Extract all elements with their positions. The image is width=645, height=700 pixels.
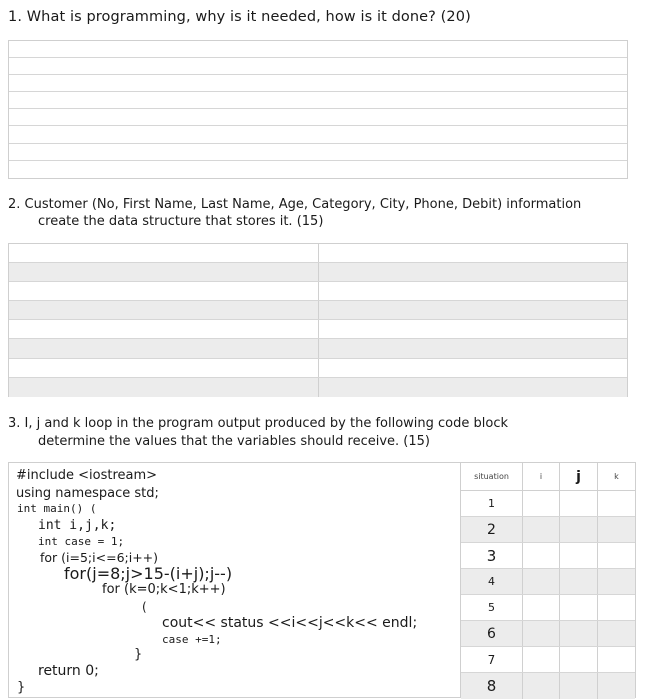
table-row [461,569,635,595]
table-row [461,491,635,517]
situation-number: 3 [461,543,523,568]
k-cell[interactable] [598,569,635,594]
table-row [461,647,635,673]
j-cell[interactable] [560,595,598,620]
answer-line [9,109,627,126]
i-cell[interactable] [523,647,560,672]
question-1-answer-lines[interactable] [8,40,628,179]
situation-number: 1 [461,491,523,516]
code-line: cout<< status <<i<<j<<k<< endl; [162,615,418,631]
k-cell[interactable] [598,673,635,699]
k-cell[interactable] [598,595,635,620]
column-header-k: k [614,472,619,481]
question-2-line-1: 2. Customer (No, First Name, Last Name, Age, Category, City, Phone, Debit) information [8,197,582,212]
code-line: for(j=8;j>15-(i+j);j--) [64,564,233,583]
j-cell[interactable] [560,647,598,672]
j-cell[interactable] [560,673,598,699]
j-cell[interactable] [560,491,598,516]
k-cell[interactable] [598,491,635,516]
answer-line [9,75,627,92]
answer-line [9,92,627,109]
question-1-title: 1. What is programming, why is it needed, how is it done? (20) [8,9,471,25]
table-header-row [461,463,635,491]
code-line: case +=1; [162,633,222,646]
table-row [461,595,635,621]
situation-number: 7 [461,647,523,672]
answer-line [9,41,627,58]
i-cell[interactable] [523,621,560,646]
grid-row [9,359,627,378]
k-cell[interactable] [598,647,635,672]
question-3-line-1: 3. I, j and k loop in the program output produced by the following code block [8,416,508,431]
code-line: #include <iostream> [16,468,158,483]
i-cell[interactable] [523,517,560,542]
answer-line [9,126,627,143]
situation-number: 4 [461,569,523,594]
grid-row [9,339,627,358]
code-line: using namespace std; [16,486,159,501]
column-header-i: i [523,463,560,490]
i-cell[interactable] [523,491,560,516]
code-line: return 0; [38,663,99,679]
i-cell[interactable] [523,673,560,699]
i-cell[interactable] [523,569,560,594]
answer-line [9,144,627,161]
code-line: int case = 1; [38,535,125,548]
grid-row [9,378,627,397]
i-cell[interactable] [523,595,560,620]
answer-line [9,161,627,178]
grid-row [9,320,627,339]
column-header-situation: situation [461,463,523,490]
code-line: } [134,647,143,662]
table-row [461,543,635,569]
question-2-line-2: create the data structure that stores it. (15) [38,214,324,229]
question-3-line-2: determine the values that the variables should receive. (15) [38,434,430,449]
table-row [461,517,635,543]
grid-row [9,263,627,282]
j-cell[interactable] [560,517,598,542]
j-cell[interactable] [560,543,598,568]
table-row [461,673,635,699]
grid-row [9,301,627,320]
k-cell[interactable] [598,543,635,568]
grid-row [9,244,627,263]
question-2-answer-grid[interactable] [8,243,628,397]
situation-number: 2 [461,517,523,542]
j-cell[interactable] [560,569,598,594]
k-cell[interactable] [598,517,635,542]
i-cell[interactable] [523,543,560,568]
situation-number: 5 [461,595,523,620]
k-cell[interactable] [598,621,635,646]
table-row [461,621,635,647]
code-line: } [17,680,26,695]
situation-number: 6 [461,621,523,646]
code-line: for (k=0;k<1;k++) [102,582,226,597]
j-cell[interactable] [560,621,598,646]
code-line: int i,j,k; [38,518,117,533]
code-line: int main() ( [17,502,97,515]
code-line: for (i=5;i<=6;i++) [40,550,159,565]
variables-table [460,462,636,698]
column-header-j: j [560,463,598,490]
situation-number: 8 [461,673,523,699]
code-line: ( [142,600,147,614]
grid-row [9,282,627,301]
answer-line [9,58,627,75]
